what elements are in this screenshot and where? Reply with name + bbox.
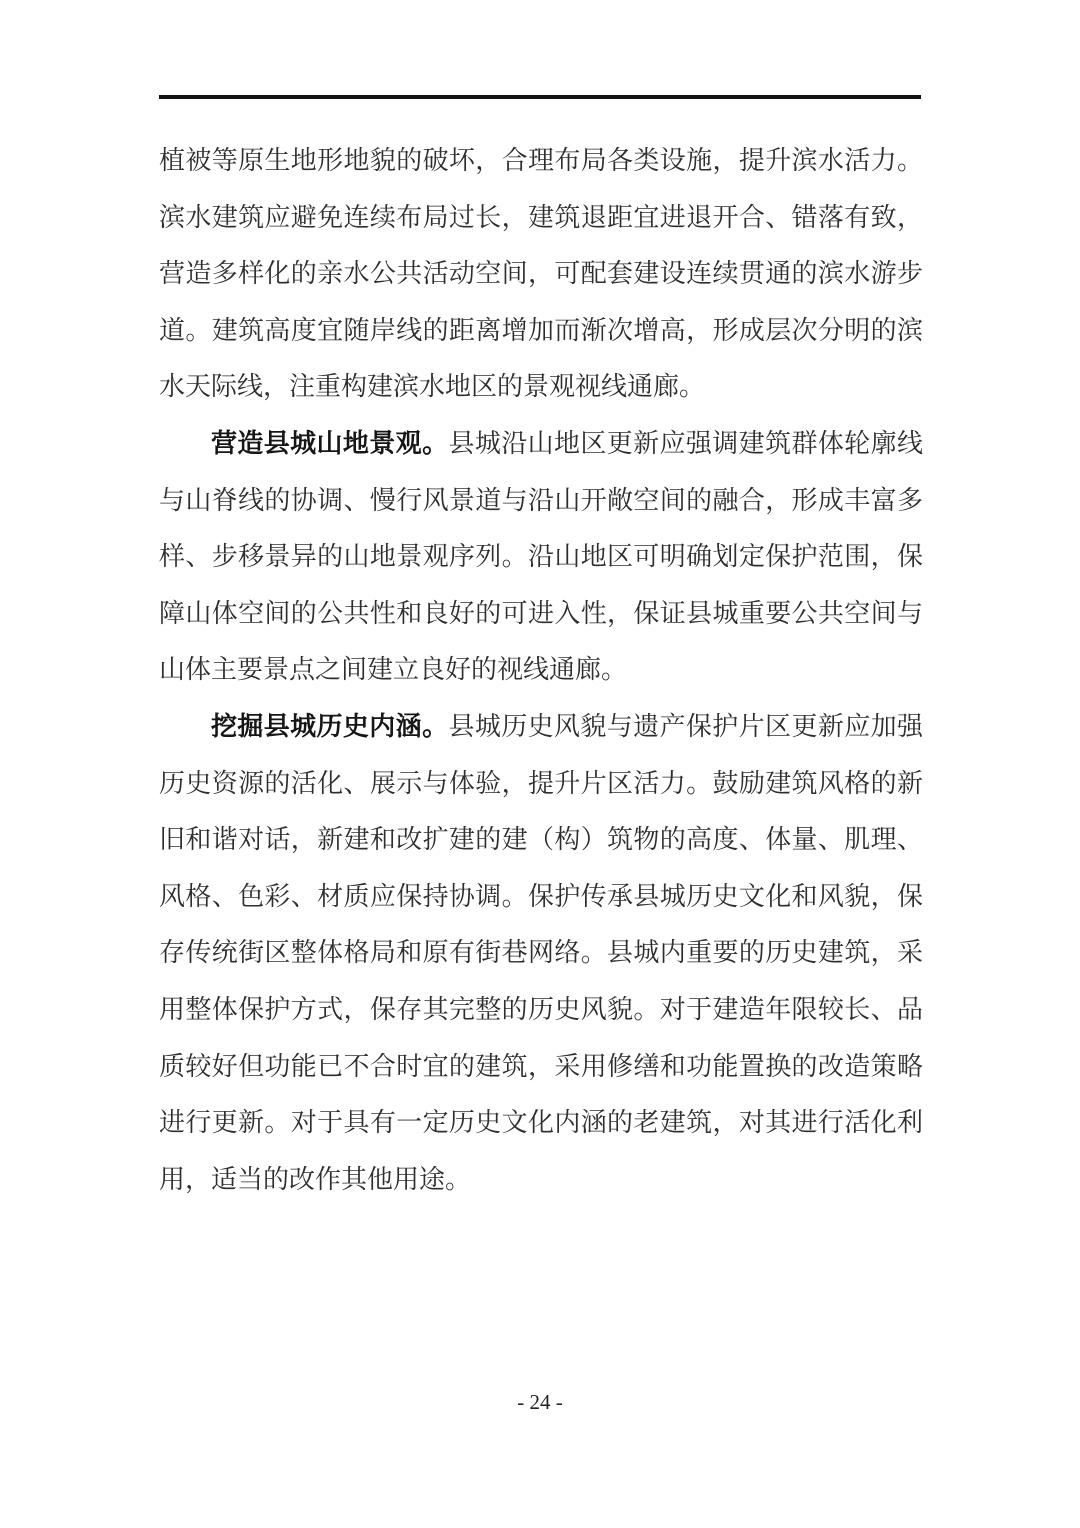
paragraph-mountain-landscape [159,416,923,699]
header-rule [159,95,921,99]
paragraph-lead: 营造县城山地景观。 [211,428,449,458]
page-body-text [159,133,923,1208]
paragraph-text: 县城沿山地区更新应强调建筑群体轮廓线与山脊线的协调、慢行风景道与沿山开敞空间的融合，形成丰富多样、步移景异的山地景观序列。沿山地区可明确划定保护范围，保障山体空间的公共性和良好的可进入性，保证县城重要公共空间与山体主要景点之间建立良好的视线通廊。 [159,428,923,685]
paragraph-waterfront [159,133,923,416]
paragraph-historic-heritage [159,699,923,1208]
paragraph-text: 县城历史风貌与遗产保护片区更新应加强历史资源的活化、展示与体验，提升片区活力。鼓励建筑风格的新旧和谐对话，新建和改扩建的建（构）筑物的高度、体量、肌理、风格、色彩、材质应保持协调。保护传承县城历史文化和风貌，保存传统街区整体格局和原有街巷网络。县城内重要的历史建筑，采用整体保护方式，保存其完整的历史风貌。对于建造年限较长、品质较好但功能已不合时宜的建筑，采用修缮和功能置换的改造策略进行更新。对于具有一定历史文化内涵的老建筑，对其进行活化利用，适当的改作其他用途。 [159,711,923,1194]
page-number: - 24 - [517,1390,563,1414]
paragraph-lead: 挖掘县城历史内涵。 [211,711,449,741]
paragraph-text: 植被等原生地形地貌的破坏，合理布局各类设施，提升滨水活力。滨水建筑应避免连续布局过长，建筑退距宜进退开合、错落有致，营造多样化的亲水公共活动空间，可配套建设连续贯通的滨水游步道。建筑高度宜随岸线的距离增加而渐次增高，形成层次分明的滨水天际线，注重构建滨水地区的景观视线通廊。 [159,146,923,402]
